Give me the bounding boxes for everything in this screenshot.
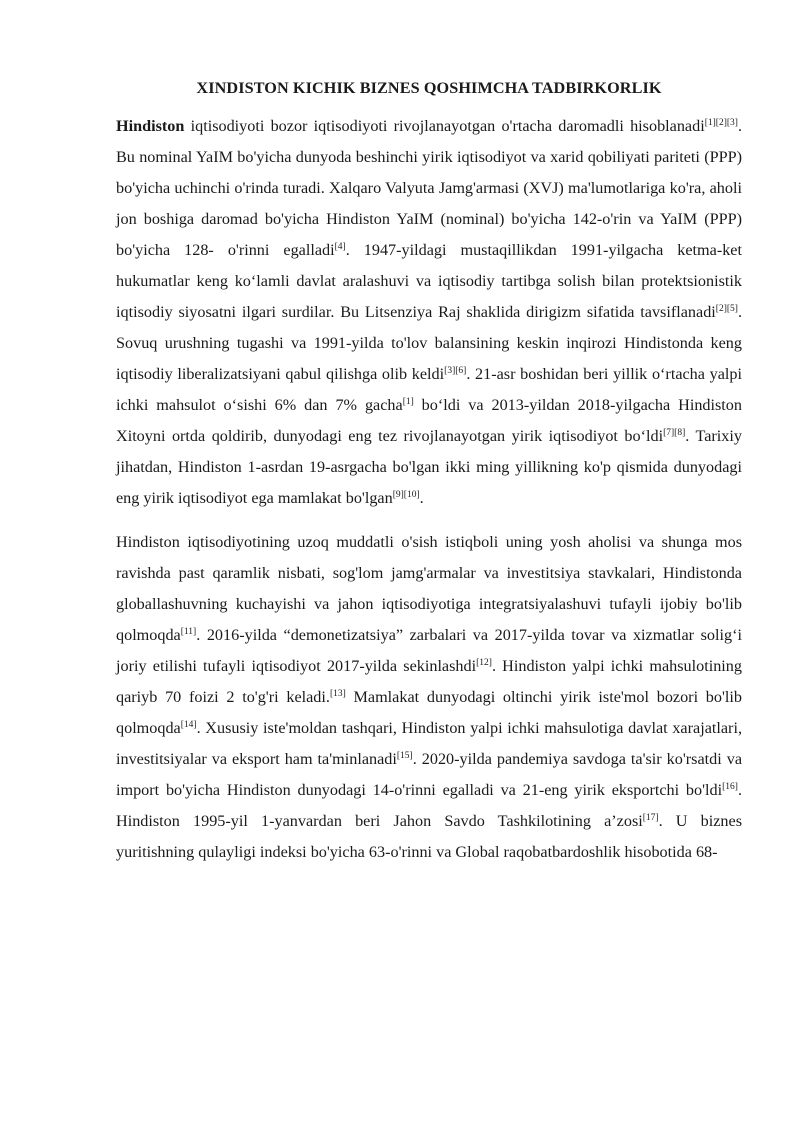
citation-ref[interactable]: [11] — [180, 627, 197, 637]
citation-ref[interactable]: [14] — [180, 720, 197, 730]
citation-ref[interactable]: [4] — [334, 242, 346, 252]
paragraph-2-text-1: Hindiston iqtisodiyotining uzoq muddatli o'sish istiqboli uning yosh aholisi va shunga mos ravishda past qaramlik nisbati, sog'lom jamg'armalar va investitsiya stavkalari, Hindistonda globallashuvning kuchayishi va jahon iqtisodiyotiga integratsiyalashuvi tufayli ijobiy bo'lib qolmoqda — [116, 533, 742, 644]
paragraph-1-text-6: bo‘ldi va 2013-yildan 2018-yilgacha Hindiston Xitoyni ortda qoldirib, dunyodagi eng tez rivojlanayotgan yirik iqtisodiyot bo‘ldi — [116, 396, 742, 445]
citation-ref[interactable]: [3][6] — [444, 366, 467, 376]
paragraph-2-text-6: . 2020-yilda pandemiya savdoga ta'sir ko'rsatdi va import bo'yicha Hindiston dunyodagi 14-o'rinni egalladi va 21-eng yirik eksportchi bo'ldi — [116, 750, 742, 799]
citation-ref[interactable]: [2][5] — [715, 304, 738, 314]
paragraph-2 — [116, 527, 742, 868]
paragraph-1 — [116, 111, 742, 514]
citation-ref[interactable]: [1] — [402, 397, 414, 407]
citation-ref[interactable]: [16] — [722, 782, 738, 792]
paragraph-2-text-5: . Xususiy iste'moldan tashqari, Hindiston yalpi ichki mahsulotiga davlat xarajatlari, investitsiyalar va eksport ham ta'minlanadi — [116, 719, 742, 768]
paragraph-1-text-5: . 21-asr boshidan beri yillik o‘rtacha yalpi ichki mahsulot o‘sishi 6% dan 7% gacha — [116, 365, 742, 414]
citation-ref[interactable]: [13] — [329, 689, 346, 699]
paragraph-1-text-1: iqtisodiyoti bozor iqtisodiyoti rivojlanayotgan o'rtacha daromadli hisoblanadi — [184, 117, 705, 135]
paragraph-1-text-7: . Tarixiy jihatdan, Hindiston 1-asrdan 19-asrgacha bo'lgan ikki ming yillikning ko'p qismida dunyodagi eng yirik iqtisodiyot ega mamlakat bo'lgan — [116, 427, 742, 507]
paragraph-2-text-8: . U biznes yuritishning qulayligi indeksi bo'yicha 63-o'rinni va Global raqobatbardoshlik hisobotida 68- — [116, 812, 742, 861]
citation-ref[interactable]: [1][2][3] — [704, 118, 738, 128]
citation-ref[interactable]: [15] — [396, 751, 413, 761]
paragraph-2-text-3: . Hindiston yalpi ichki mahsulotining qariyb 70 foizi 2 to'g'ri keladi. — [116, 657, 742, 706]
paragraph-1-text-3: . 1947-yildagi mustaqillikdan 1991-yilgacha ketma-ket hukumatlar keng ko‘lamli davlat aralashuvi va iqtisodiy tartibga solish bilan protektsionistik iqtisodiy siyosatni ilgari surdilar. Bu Litsenziya Raj shaklida dirigizm sifatida tavsiflanadi — [116, 241, 742, 321]
paragraph-1-text-2: . Bu nominal YaIM bo'yicha dunyoda beshinchi yirik iqtisodiyot va xarid qobiliyati pariteti (PPP) bo'yicha uchinchi o'rinda turadi. Xalqaro Valyuta Jamg'armasi (XVJ) ma'lumotlariga ko'ra, aholi jon boshiga daromad bo'yicha Hindiston YaIM (nominal) bo'yicha 142-o'rin va YaIM (PPP) bo'yicha 128- o'rinni egalladi — [116, 117, 742, 259]
paragraph-2-text-4: Mamlakat dunyodagi oltinchi yirik iste'mol bozori bo'lib qolmoqda — [116, 688, 742, 737]
document-page — [116, 76, 742, 881]
paragraph-1-bold-lead: Hindiston — [116, 117, 185, 135]
paragraph-1-text-4: . Sovuq urushning tugashi va 1991-yilda to'lov balansining keskin inqirozi Hindistonda keng iqtisodiy liberalizatsiyani qabul qilishga olib keldi — [116, 303, 742, 383]
citation-ref[interactable]: [9][10] — [392, 490, 420, 500]
citation-ref[interactable]: [7][8] — [663, 428, 686, 438]
document-title: XINDISTON KICHIK BIZNES QOSHIMCHA TADBIRKORLIK — [196, 79, 662, 97]
paragraph-2-text-7: . Hindiston 1995-yil 1-yanvardan beri Jahon Savdo Tashkilotining a’zosi — [116, 781, 742, 830]
paragraph-2-text-2: . 2016-yilda “demonetizatsiya” zarbalari va 2017-yilda tovar va xizmatlar solig‘i joriy etilishi tufayli iqtisodiyot 2017-yilda sekinlashdi — [116, 626, 742, 675]
citation-ref[interactable]: [17] — [642, 813, 659, 823]
citation-ref[interactable]: [12] — [476, 658, 492, 668]
paragraph-1-text-8: . — [419, 489, 424, 507]
